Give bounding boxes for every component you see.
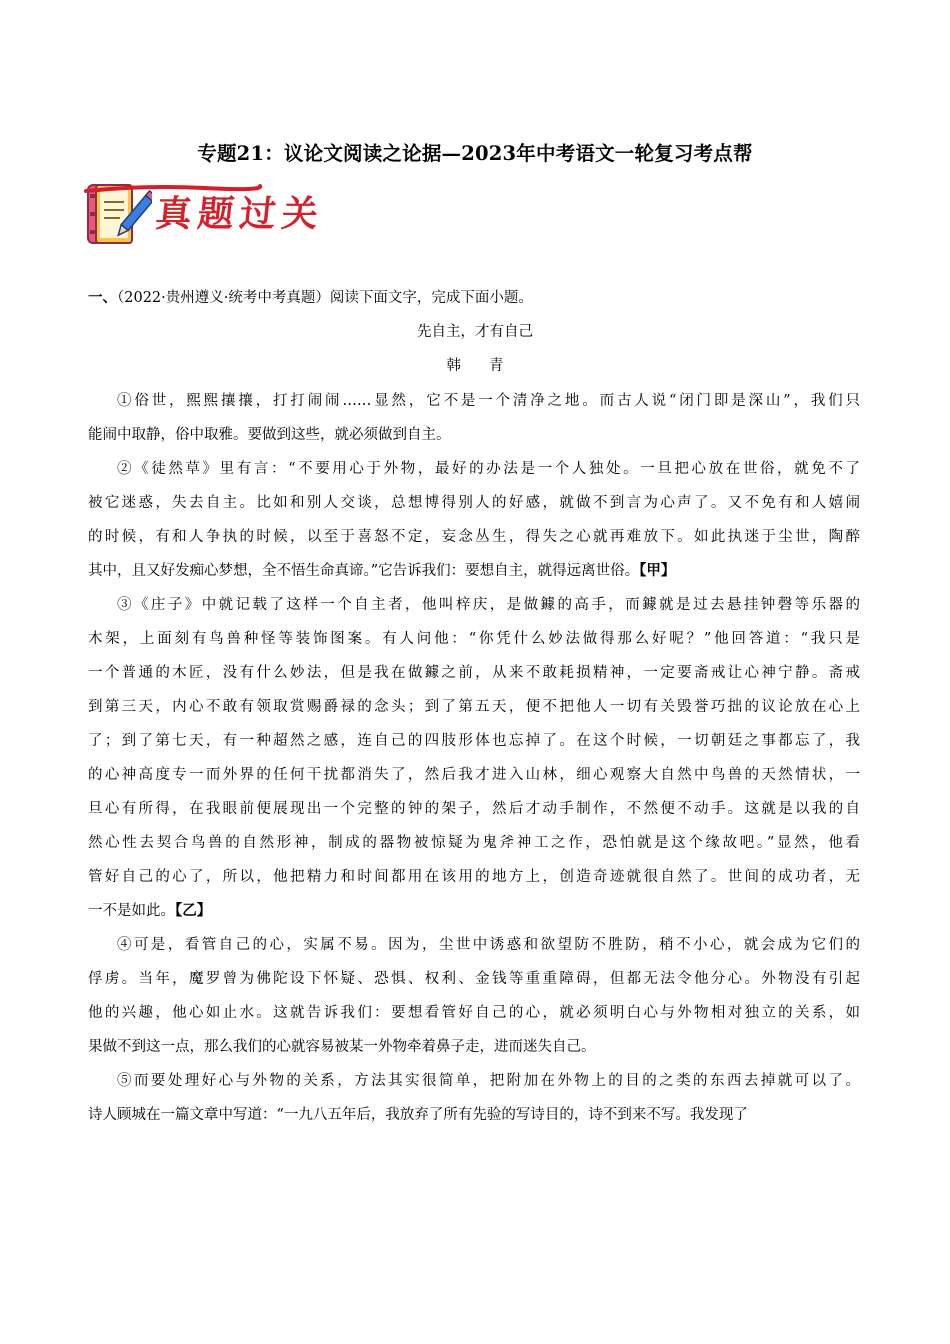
paragraph-2 [88, 452, 860, 588]
question-intro [88, 284, 533, 312]
paragraph-line: 俘虏。当年，魔罗曾为佛陀设下怀疑、恐惧、权利、金钱等重重障碍，但都无法令他分心。外物没有引起 [88, 971, 860, 987]
paragraph-line: ④可是，看管自己的心，实属不易。因为，尘世中诱惑和欲望防不胜防，稍不小心，就会成为它们的 [117, 937, 860, 953]
paragraph-line: 旦心有所得，在我眼前便展现出一个完整的钟的架子，然后才动手制作，不然便不动手。这就是以我的自 [88, 801, 860, 817]
paragraph-line: 其中，且又好发痴心梦想，全不悟生命真谛。”它告诉我们：要想自主，就得远离世俗。【甲】 [88, 562, 676, 579]
paragraph-line: 的时候，有和人争执的时候，以至于喜怒不定，妄念丛生，得失之心就再难放下。如此执迷于尘世，陶醉 [88, 529, 860, 545]
paragraph-3 [88, 588, 860, 928]
paragraph-line: ①俗世，熙熙攘攘，打打闹闹……显然，它不是一个清净之地。而古人说“闭门即是深山”，我们只 [117, 393, 860, 409]
paragraph-line: 能闹中取静，俗中取雅。要做到这些，就必须做到自主。 [88, 427, 451, 443]
article-author: 韩青 [446, 358, 532, 374]
question-number: 一、 [88, 289, 117, 306]
paragraph-4 [88, 928, 860, 1064]
page-title: 专题21：议论文阅读之论据—2023年中考语文一轮复习考点帮 [197, 142, 753, 165]
paragraph-line: 木架，上面刻有鸟兽种怪等装饰图案。有人问他：“你凭什么妙法做得那么好呢？”他回答道：“我只是 [88, 631, 860, 647]
paragraph-line: 一个普通的木匠，没有什么妙法，但是我在做鐻之前，从来不敢耗损精神，一定要斋戒让心神宁静。斋戒 [88, 665, 860, 681]
blank-marker: 【甲】 [639, 562, 676, 579]
paragraph-line: 管好自己的心了，所以，他把精力和时间都用在该用的地方上，创造奇迹就很自然了。世间的成功者，无 [88, 869, 860, 885]
paragraph-line: 的心神高度专一而外界的任何干扰都消失了，然后我才进入山林，细心观察大自然中鸟兽的天然情状，一 [88, 767, 860, 783]
section-banner [84, 182, 334, 246]
paragraph-line: 他的兴趣，他心如止水。这就告诉我们：要想看管好自己的心，就必须明白心与外物相对独立的关系，如 [88, 1005, 860, 1021]
banner-title: 真题过关 [153, 193, 326, 235]
paragraph-line: 被它迷惑，失去自主。比如和别人交谈，总想博得别人的好感，就做不到言为心声了。又不免有和人嬉闹 [88, 495, 860, 511]
paragraph-line: 到第三天，内心不敢有领取赏赐爵禄的念头；到了第五天，便不把他人一切有关毁誉巧拙的议论放在心上 [88, 699, 860, 715]
article-title: 先自主，才有自己 [417, 324, 533, 340]
paragraph-line: 果做不到这一点，那么我们的心就容易被某一外物牵着鼻子走，进而迷失自己。 [88, 1039, 596, 1055]
paragraph-line: 诗人顾城在一篇文章中写道：“一九八五年后，我放弃了所有先验的写诗目的，诗不到来不写。我发现了 [88, 1107, 748, 1123]
paragraph-line: ⑤而要处理好心与外物的关系，方法其实很简单，把附加在外物上的目的之类的东西去掉就可以了。 [117, 1073, 860, 1089]
banner-underline [84, 182, 264, 196]
question-source: （2022·贵州遵义·统考中考真题）阅读下面文字，完成下面小题。 [117, 290, 533, 306]
paragraph-line: ③《庄子》中就记载了这样一个自主者，他叫梓庆，是做鐻的高手，而鐻就是过去悬挂钟磬等乐器的 [117, 597, 860, 613]
blank-marker: 【乙】 [175, 902, 212, 919]
paragraph-line: 然心性去契合鸟兽的自然形神，制成的器物被惊疑为鬼斧神工之作，恐怕就是这个缘故吧。”显然，他看 [88, 835, 860, 851]
article-body [88, 384, 860, 1132]
paragraph-line: 一不是如此。【乙】 [88, 902, 212, 919]
paragraph-1 [88, 384, 860, 452]
paragraph-5 [88, 1064, 860, 1132]
paragraph-line: 了；到了第七天，有一种超然之感，连自己的四肢形体也忘掉了。在这个时候，一切朝廷之事都忘了，我 [88, 733, 860, 749]
paragraph-line: ②《徒然草》里有言：“不要用心于外物，最好的办法是一个人独处。一旦把心放在世俗，就免不了 [117, 461, 860, 477]
